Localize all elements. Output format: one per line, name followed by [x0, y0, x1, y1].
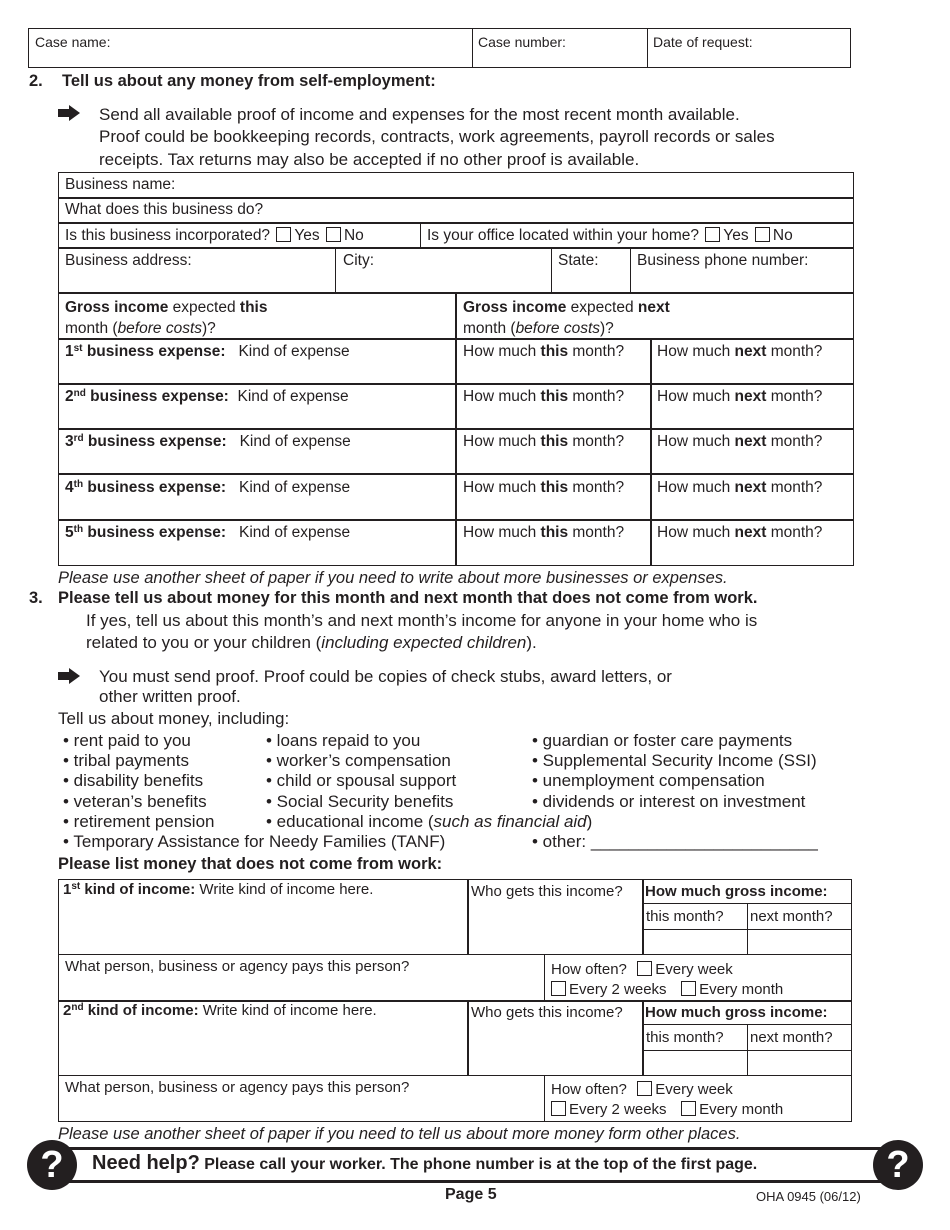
state-field[interactable]: State: — [558, 252, 599, 269]
income-type-item: • Social Security benefits — [266, 791, 454, 811]
section-3-title: Please tell us about money for this month and next month that does not come from work. — [58, 589, 758, 607]
every-2-weeks-label: Every 2 weeks — [569, 981, 667, 998]
income-type-item: • veteran’s benefits — [63, 791, 207, 811]
date-of-request-field[interactable]: Date of request: — [653, 34, 753, 50]
expense-next-month-field[interactable]: How much next month? — [657, 524, 823, 541]
who-gets-income-field[interactable]: Who gets this income? — [471, 883, 623, 900]
need-help-label: Need help? — [92, 1152, 200, 1174]
every-week-label: Every week — [655, 961, 733, 978]
section-2-title: Tell us about any money from self-employment: — [62, 72, 436, 90]
other-income-field[interactable]: • other: ________________________ — [532, 832, 818, 852]
incorporated-label: Is this business incorporated? — [65, 227, 271, 244]
every-month-label: Every month — [699, 981, 784, 998]
every-week-checkbox[interactable] — [637, 1081, 652, 1096]
yes-label: Yes — [723, 227, 749, 244]
section-2-instruction-3: receipts. Tax returns may also be accepted if no other proof is available. — [99, 150, 640, 169]
this-month-amount-field[interactable] — [643, 930, 747, 954]
gross-income-this-month-field[interactable] — [65, 297, 267, 339]
every-2-weeks-checkbox[interactable] — [551, 981, 566, 996]
section-3-number: 3. — [29, 589, 43, 607]
close-text: )? — [600, 320, 614, 337]
income-kind-field[interactable]: 2nd kind of income: Write kind of income here. — [63, 1002, 377, 1019]
no-label: No — [343, 227, 364, 244]
who-gets-income-field[interactable]: Who gets this income? — [471, 1004, 623, 1021]
office-home-yes-checkbox[interactable] — [705, 227, 720, 242]
this-month-header: this month? — [646, 908, 724, 925]
income-type-item: • worker’s compensation — [266, 751, 451, 771]
every-2-weeks-label: Every 2 weeks — [569, 1101, 667, 1118]
this-bold: this — [239, 299, 268, 316]
every-2-weeks-checkbox[interactable] — [551, 1101, 566, 1116]
income-type-item: • dividends or interest on investment — [532, 791, 806, 811]
income-type-item: • disability benefits — [63, 771, 204, 791]
section-3-footnote: Please use another sheet of paper if you need to tell us about more money form other places. — [58, 1125, 741, 1143]
expense-next-month-field[interactable]: How much next month? — [657, 479, 823, 496]
section-3-proof-1: You must send proof. Proof could be copies of check stubs, award letters, or — [99, 667, 672, 686]
income-type-item: • Supplemental Security Income (SSI) — [532, 751, 817, 771]
expense-this-month-field[interactable]: How much this month? — [463, 524, 625, 541]
how-often-group — [551, 1080, 783, 1120]
section-2-instruction-1: Send all available proof of income and expenses for the most recent month available. — [99, 105, 740, 124]
income-type-item: • Temporary Assistance for Needy Families (TANF) — [63, 832, 446, 852]
every-month-checkbox[interactable] — [681, 1101, 696, 1116]
list-money-title: Please list money that does not come from work: — [58, 855, 443, 873]
form-id: OHA 0945 (06/12) — [756, 1189, 861, 1204]
gross-income-bold: Gross income — [65, 299, 169, 316]
before-costs-text: before costs — [515, 320, 600, 337]
incorporated-question — [65, 227, 364, 245]
next-month-amount-field[interactable] — [748, 930, 852, 954]
section-3-intro-1: If yes, tell us about this month’s and next month’s income for anyone in your home who is — [86, 611, 758, 630]
page-number: Page 5 — [445, 1186, 497, 1203]
who-pays-field[interactable]: What person, business or agency pays this person? — [65, 958, 410, 975]
how-much-gross-header: How much gross income: — [645, 1004, 828, 1021]
income-type-item: • tribal payments — [63, 751, 189, 771]
income-type-item: • unemployment compensation — [532, 771, 765, 791]
help-question-icon: ? — [27, 1140, 77, 1190]
gross-income-mid: expected — [168, 299, 240, 316]
next-month-header: next month? — [750, 908, 833, 925]
income-kind-field[interactable]: 1st kind of income: Write kind of income here. — [63, 881, 374, 898]
month-text: month ( — [463, 320, 516, 337]
expense-kind-field[interactable]: 3rd business expense: Kind of expense — [65, 433, 351, 450]
section-2-instruction-2: Proof could be bookkeeping records, contracts, work agreements, payroll records or sales — [99, 127, 775, 146]
office-home-no-checkbox[interactable] — [755, 227, 770, 242]
gross-income-bold: Gross income — [463, 299, 567, 316]
every-week-checkbox[interactable] — [637, 961, 652, 976]
expense-kind-field[interactable]: 2nd business expense: Kind of expense — [65, 388, 349, 405]
income-type-item: • loans repaid to you — [266, 731, 421, 750]
business-address-field[interactable]: Business address: — [65, 252, 192, 269]
next-bold: next — [637, 299, 670, 316]
income-types-col-3 — [532, 731, 818, 852]
section-2-footnote: Please use another sheet of paper if you need to write about more businesses or expenses. — [58, 569, 728, 587]
expense-next-month-field[interactable]: How much next month? — [657, 388, 823, 405]
expense-this-month-field[interactable]: How much this month? — [463, 433, 625, 450]
every-week-label: Every week — [655, 1081, 733, 1098]
help-message: Please call your worker. The phone number is at the top of the first page. — [199, 1156, 758, 1173]
section-3-proof-2: other written proof. — [99, 687, 241, 706]
arrow-right-icon — [58, 105, 80, 121]
who-pays-field[interactable]: What person, business or agency pays this person? — [65, 1079, 410, 1096]
expense-next-month-field[interactable]: How much next month? — [657, 433, 823, 450]
incorporated-yes-checkbox[interactable] — [276, 227, 291, 242]
no-label: No — [772, 227, 793, 244]
business-does-field[interactable]: What does this business do? — [65, 201, 264, 218]
expense-kind-field[interactable]: 5th business expense: Kind of expense — [65, 524, 351, 541]
income-type-item: • child or spousal support — [266, 771, 457, 791]
every-month-label: Every month — [699, 1101, 784, 1118]
case-number-field[interactable]: Case number: — [478, 34, 566, 50]
every-month-checkbox[interactable] — [681, 981, 696, 996]
month-text: month ( — [65, 320, 118, 337]
how-often-label: How often? — [551, 1081, 627, 1098]
how-often-group — [551, 960, 783, 1000]
how-much-gross-header: How much gross income: — [645, 883, 828, 900]
expense-this-month-field[interactable]: How much this month? — [463, 343, 625, 360]
office-home-label: Is your office located within your home? — [427, 227, 699, 244]
gross-income-mid: expected — [566, 299, 638, 316]
close-text: )? — [202, 320, 216, 337]
expense-kind-field[interactable]: 4th business expense: Kind of expense — [65, 479, 351, 496]
city-field[interactable]: City: — [343, 252, 374, 269]
help-question-icon: ? — [873, 1140, 923, 1190]
expense-this-month-field[interactable]: How much this month? — [463, 388, 625, 405]
this-month-amount-field[interactable] — [643, 1051, 747, 1075]
next-month-amount-field[interactable] — [748, 1051, 852, 1075]
business-phone-field[interactable]: Business phone number: — [637, 252, 809, 269]
income-type-item: • educational income (such as financial aid) — [266, 811, 593, 831]
this-month-header: this month? — [646, 1029, 724, 1046]
help-text — [92, 1152, 757, 1175]
expense-next-month-field[interactable]: How much next month? — [657, 343, 823, 360]
tell-us-about-money: Tell us about money, including: — [58, 709, 290, 728]
expense-kind-field[interactable]: 1st business expense: Kind of expense — [65, 343, 350, 360]
office-home-question — [427, 227, 793, 245]
next-month-header: next month? — [750, 1029, 833, 1046]
business-name-field[interactable]: Business name: — [65, 176, 176, 193]
income-type-item: • rent paid to you — [63, 731, 191, 750]
income-type-item: • retirement pension — [63, 811, 215, 831]
expense-this-month-field[interactable]: How much this month? — [463, 479, 625, 496]
arrow-right-icon — [58, 668, 80, 684]
gross-income-next-month-field[interactable] — [463, 297, 670, 339]
how-often-label: How often? — [551, 961, 627, 978]
before-costs-text: before costs — [117, 320, 202, 337]
income-type-item: • guardian or foster care payments — [532, 731, 793, 750]
section-3-intro-2: related to you or your children (including expected children). — [86, 633, 537, 652]
yes-label: Yes — [294, 227, 320, 244]
case-name-field[interactable]: Case name: — [35, 34, 111, 50]
incorporated-no-checkbox[interactable] — [326, 227, 341, 242]
section-2-number: 2. — [29, 72, 43, 90]
